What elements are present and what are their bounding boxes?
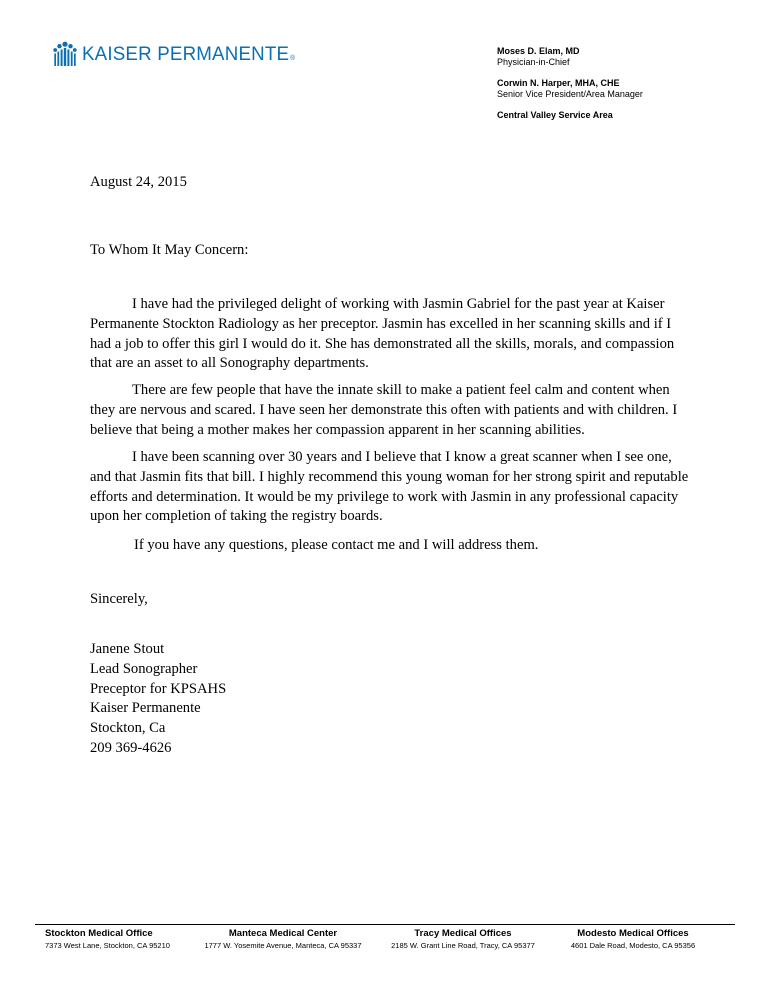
executive-list (497, 46, 643, 131)
paragraph-3: I have been scanning over 30 years and I believe that I know a great scanner when I see one, and that Jasmin fits that bill. I highly recommend this young woman for her strong spirit and reputable efforts and determination. It would be my privilege to work with Jasmin in any professional capacity upon her completion of taking the registry boards. (90, 449, 689, 525)
signer-role: Preceptor for KPSAHS (90, 680, 227, 697)
signer-location: Stockton, Ca (90, 720, 166, 737)
service-area: Central Valley Service Area (497, 110, 613, 120)
paragraph-2: There are few people that have the innate skill to make a patient feel calm and content when they are nervous and scared. I have seen her demonstrate this often with patients and with children. I believe that being a mother makes her compassion apparent in her scanning abilities. (90, 382, 678, 438)
footer-office-tracy: Tracy Medical Offices 2185 W. Grant Line Road, Tracy, CA 95377 (391, 928, 535, 950)
signer-title: Lead Sonographer (90, 660, 198, 677)
closing: Sincerely, (90, 591, 148, 607)
logo-wordmark: KAISER PERMANENTE® (82, 42, 296, 65)
signer-name: Janene Stout (90, 641, 165, 657)
paragraph-1: I have had the privileged delight of working with Jasmin Gabriel for the past year at Kaiser Permanente Stockton Radiology as her preceptor. Jasmin has excelled in her scanning skills and if I had a job to offer this girl I would do it. She has demonstrated all the skills, morals, and compassion that are an asset to all Sonography departments. (90, 296, 675, 372)
executive-1: Moses D. Elam, MD Physician-in-Chief (497, 46, 580, 67)
kaiser-logo (52, 41, 304, 67)
footer-office-manteca: Manteca Medical Center 1777 W. Yosemite Avenue, Manteca, CA 95337 (204, 928, 362, 950)
footer-divider (35, 924, 735, 925)
signer-organization: Kaiser Permanente (90, 700, 201, 717)
paragraph-4: If you have any questions, please contact me and I will address them. (134, 537, 539, 553)
kaiser-people-icon (52, 41, 78, 67)
salutation: To Whom It May Concern: (90, 242, 249, 258)
executive-2: Corwin N. Harper, MHA, CHE Senior Vice President/Area Manager (497, 78, 643, 99)
footer-office-stockton: Stockton Medical Office 7373 West Lane, Stockton, CA 95210 (45, 928, 170, 950)
signature-block (90, 640, 690, 759)
letter-date: August 24, 2015 (90, 174, 187, 190)
footer-office-modesto: Modesto Medical Offices 4601 Dale Road, Modesto, CA 95356 (570, 928, 696, 950)
signer-phone: 209 369-4626 (90, 739, 172, 756)
